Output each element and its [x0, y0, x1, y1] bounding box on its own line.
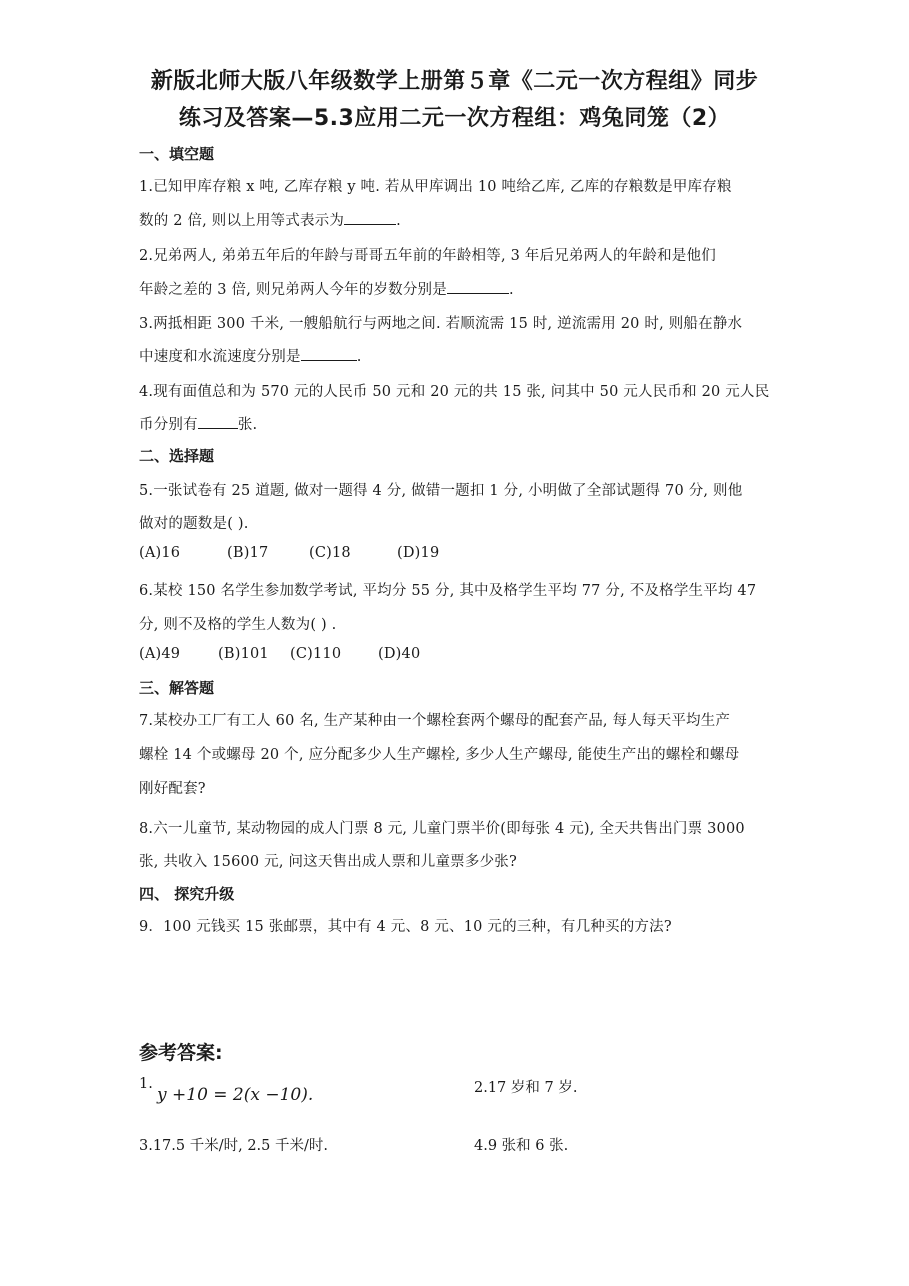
option-a: (A)49: [139, 646, 181, 662]
question-7-line-2: 螺栓 14 个或螺母 20 个, 应分配多少人生产螺栓, 多少人生产螺母, 能使生产出的螺栓和螺母: [139, 747, 740, 763]
answer-3: 3.17.5 千米/时, 2.5 千米/时.: [139, 1138, 328, 1154]
question-7-line-3: 刚好配套?: [139, 781, 206, 797]
question-2-end: .: [508, 282, 514, 298]
question-3-text: 中速度和水流速度分别是: [139, 349, 301, 365]
option-c: (C)18: [309, 545, 351, 561]
answer-blank: [198, 414, 238, 429]
question-2-line-1: 2.兄弟两人, 弟弟五年后的年龄与哥哥五年前的年龄相等, 3 年后兄弟两人的年龄和是他们: [139, 248, 716, 264]
option-b: (B)17: [227, 545, 269, 561]
question-1-text: 数的 2 倍, 则以上用等式表示为: [139, 213, 345, 229]
question-5-options: [139, 545, 439, 561]
option-b: (B)101: [218, 646, 269, 662]
section-heading-choice: 二、选择题: [139, 447, 215, 465]
question-5-line-2: 做对的题数是( ).: [139, 516, 249, 532]
question-1-end: .: [396, 213, 401, 229]
question-3-end: .: [356, 349, 362, 365]
question-6-line-1: 6.某校 150 名学生参加数学考试, 平均分 55 分, 其中及格学生平均 77 分, 不及格学生平均 47: [139, 583, 757, 599]
answer-4: 4.9 张和 6 张.: [474, 1138, 569, 1154]
option-d: (D)40: [378, 646, 421, 662]
question-7-line-1: 7.某校办工厂有工人 60 名, 生产某种由一个螺栓套两个螺母的配套产品, 每人每天平均生产: [139, 713, 731, 729]
question-1-line-1: 1.已知甲库存粮 x 吨, 乙库存粮 y 吨. 若从甲库调出 10 吨给乙库, 乙库的存粮数是甲库存粮: [139, 179, 732, 195]
question-3-line-2: [139, 345, 362, 366]
question-4-text: 币分别有: [139, 417, 198, 433]
question-6-line-2: 分, 则不及格的学生人数为( ) .: [139, 617, 337, 633]
section-heading-fill: 一、填空题: [139, 145, 215, 163]
answers-heading: 参考答案:: [139, 1042, 223, 1064]
answer-blank: [301, 346, 357, 361]
question-3-line-1: 3.两抵相距 300 千米, 一艘船航行与两地之间. 若顺流需 15 时, 逆流需用 20 时, 则船在静水: [139, 316, 743, 332]
question-4-end: 张.: [237, 417, 258, 433]
question-8-line-2: 张, 共收入 15600 元, 问这天售出成人票和儿童票多少张?: [139, 854, 517, 870]
answer-blank: [447, 279, 509, 294]
question-4-line-2: [139, 413, 257, 434]
question-4-line-1: 4.现有面值总和为 570 元的人民币 50 元和 20 元的共 15 张, 问其中 50 元人民币和 20 元人民: [139, 384, 770, 400]
section-heading-explore: 四、 探究升级: [139, 885, 235, 903]
answer-1-formula: y +10 = 2(x −10).: [157, 1085, 314, 1105]
question-2-line-2: [139, 278, 514, 299]
question-8-line-1: 8.六一儿童节, 某动物园的成人门票 8 元, 儿童门票半价(即每张 4 元), 全天共售出门票 3000: [139, 821, 745, 837]
option-a: (A)16: [139, 545, 181, 561]
answer-1-number: 1.: [139, 1076, 153, 1092]
question-6-options: [139, 646, 420, 662]
question-5-line-1: 5.一张试卷有 25 道题, 做对一题得 4 分, 做错一题扣 1 分, 小明做了全部试题得 70 分, 则他: [139, 483, 743, 499]
answer-blank: [344, 210, 396, 225]
document-title-line-1: 新版北师大版八年级数学上册第５章《二元一次方程组》同步: [150, 69, 759, 94]
question-1-line-2: [139, 209, 401, 230]
question-2-text: 年龄之差的 3 倍, 则兄弟两人今年的岁数分别是: [139, 282, 447, 298]
option-c: (C)110: [290, 646, 342, 662]
section-heading-solve: 三、解答题: [139, 679, 215, 697]
document-title-line-2: 练习及答案—5.3应用二元一次方程组：鸡兔同笼（2）: [178, 106, 731, 131]
question-9-line-1: 9．100 元钱买 15 张邮票，其中有 4 元、8 元、10 元的三种，有几种买的方法?: [139, 919, 672, 935]
answer-2: 2.17 岁和 7 岁.: [474, 1080, 578, 1096]
option-d: (D)19: [397, 545, 440, 561]
